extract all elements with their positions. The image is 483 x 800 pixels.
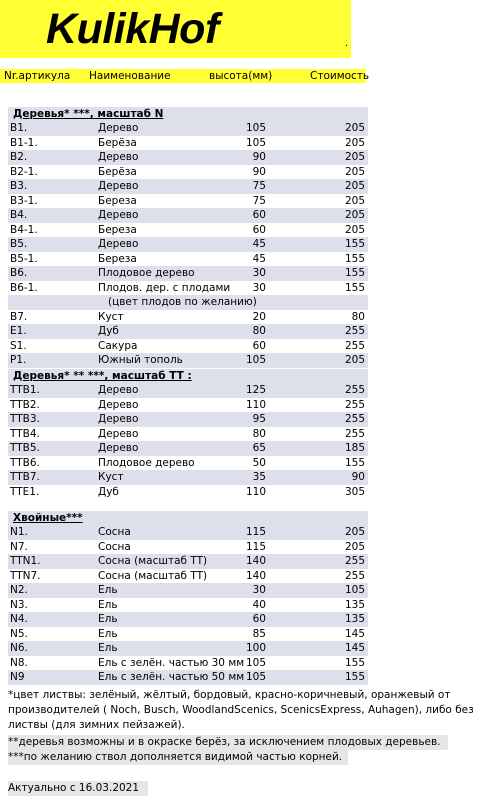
- table-row: [8, 554, 368, 569]
- product-name: Сосна: [98, 526, 131, 538]
- product-price: 205: [344, 122, 365, 134]
- product-name: Дуб: [98, 325, 119, 337]
- product-price: 105: [344, 584, 365, 596]
- table-row: [8, 339, 368, 354]
- article-code: B2-1.: [10, 165, 38, 178]
- note-birch: **деревья возможны и в окраске берёз, за исключением плодовых деревьев.: [8, 735, 448, 750]
- article-code: N9: [10, 671, 25, 683]
- table-row: [8, 598, 368, 613]
- product-name: Ель: [98, 613, 118, 625]
- product-height: 35: [252, 471, 266, 483]
- product-price: 135: [344, 598, 365, 611]
- product-height: 45: [252, 252, 266, 265]
- table-row: [8, 627, 368, 642]
- article-code: B1-1.: [10, 136, 38, 149]
- product-height: 105: [245, 354, 266, 366]
- product-height: 75: [252, 194, 266, 207]
- article-code: N7.: [10, 540, 28, 553]
- product-height: 110: [245, 485, 266, 498]
- table-row: [8, 237, 368, 252]
- article-code: B3-1.: [10, 194, 38, 207]
- article-code: N2.: [10, 584, 28, 596]
- product-height: 75: [252, 180, 266, 192]
- product-name: Южный тополь: [98, 354, 183, 366]
- table-row: [8, 485, 368, 500]
- product-height: 115: [245, 526, 266, 538]
- product-height: 60: [252, 613, 266, 625]
- table-row: [8, 641, 368, 656]
- product-price: 205: [344, 223, 365, 236]
- product-height: 80: [252, 427, 266, 440]
- article-code: N1.: [10, 526, 28, 538]
- article-code: B5.: [10, 238, 28, 250]
- table-row: [8, 525, 368, 540]
- article-code: TTB2.: [10, 398, 40, 411]
- product-price: 155: [344, 267, 365, 279]
- note-leaf-colors: *цвет листвы: зелёный, жёлтый, бордовый, красно-коричневый, оранжевый от производителей ( Noch, Busch, WoodlandScenics, ScenicsExpress, Auhagen), либо без листвы (для зимних пейзажей).: [8, 689, 474, 731]
- product-height: 95: [252, 413, 266, 425]
- note-roots: ***по желанию ствол дополняется видимой частью корней.: [8, 750, 348, 765]
- note-date: Актуально с 16.03.2021: [8, 781, 148, 796]
- product-price: 255: [344, 398, 365, 411]
- product-height: 45: [252, 238, 266, 250]
- product-price: 145: [344, 627, 365, 640]
- product-height: 50: [252, 456, 266, 469]
- product-name: Ель с зелён. частью 30 мм: [98, 656, 245, 669]
- product-height: 105: [245, 671, 266, 683]
- column-header-name: Наименование: [89, 70, 171, 82]
- article-code: B5-1.: [10, 252, 38, 265]
- table-row: [8, 353, 368, 368]
- product-name: Береза: [98, 223, 137, 236]
- table-row: [8, 194, 368, 209]
- article-code: TTE1.: [10, 485, 40, 498]
- product-height: 140: [245, 555, 266, 567]
- article-code: TTB1.: [10, 384, 40, 396]
- table-row: [8, 281, 368, 296]
- product-price: 205: [344, 136, 365, 149]
- column-header-code: Nr.артикула: [4, 70, 71, 82]
- table-row: [8, 324, 368, 339]
- product-name: Плодовое дерево: [98, 267, 195, 279]
- product-height: 105: [245, 136, 266, 149]
- product-height: 30: [252, 267, 266, 279]
- table-row: [8, 295, 368, 310]
- table-row: [8, 670, 368, 685]
- product-name: Дерево: [98, 427, 139, 440]
- product-price: 255: [344, 413, 365, 425]
- product-name: (цвет плодов по желанию): [108, 296, 257, 308]
- table-row: [8, 456, 368, 471]
- product-name: Берёза: [98, 165, 137, 178]
- product-price: 205: [344, 180, 365, 192]
- product-name: Плодовое дерево: [98, 456, 195, 469]
- product-price: 155: [344, 252, 365, 265]
- product-price: 155: [344, 281, 365, 294]
- product-height: 30: [252, 281, 266, 294]
- article-code: S1.: [10, 339, 27, 352]
- table-row: [8, 223, 368, 238]
- article-code: TTN1.: [10, 555, 41, 567]
- product-height: 140: [245, 569, 266, 582]
- product-height: 125: [245, 384, 266, 396]
- price-section: [8, 511, 368, 685]
- product-height: 60: [252, 223, 266, 236]
- article-code: P1.: [10, 354, 27, 366]
- section-title-bar: [8, 511, 368, 525]
- article-code: B6.: [10, 267, 28, 279]
- product-price: 155: [344, 456, 365, 469]
- product-price: 145: [344, 642, 365, 654]
- product-price: 255: [344, 555, 365, 567]
- product-price: 255: [344, 427, 365, 440]
- product-height: 40: [252, 598, 266, 611]
- product-name: Ель: [98, 627, 118, 640]
- product-height: 85: [252, 627, 266, 640]
- product-price: 205: [344, 526, 365, 538]
- table-row: [8, 136, 368, 151]
- product-price: 255: [344, 339, 365, 352]
- article-code: B1.: [10, 122, 28, 134]
- table-row: [8, 398, 368, 413]
- article-code: N5.: [10, 627, 28, 640]
- table-row: [8, 583, 368, 598]
- product-height: 115: [245, 540, 266, 553]
- table-row: [8, 165, 368, 180]
- table-row: [8, 540, 368, 555]
- product-price: 155: [344, 671, 365, 683]
- column-header-price: Стоимость: [310, 70, 370, 82]
- product-price: 205: [344, 540, 365, 553]
- article-code: N4.: [10, 613, 28, 625]
- product-price: 135: [344, 613, 365, 625]
- product-price: 205: [344, 354, 365, 366]
- product-name: Сосна (масштаб TT): [98, 555, 208, 567]
- article-code: N8.: [10, 656, 28, 669]
- column-header-height: высота(мм): [209, 70, 273, 82]
- table-row: [8, 252, 368, 267]
- banner-dot: .: [345, 38, 349, 49]
- product-name: Сосна (масштаб TT): [98, 569, 208, 582]
- table-row: [8, 150, 368, 165]
- article-code: E1.: [10, 325, 27, 337]
- product-name: Береза: [98, 194, 137, 207]
- product-name: Куст: [98, 471, 124, 483]
- brand-banner: [0, 0, 351, 58]
- product-name: Дуб: [98, 485, 119, 498]
- article-code: TTB6.: [10, 456, 40, 469]
- product-height: 30: [252, 584, 266, 596]
- article-code: B3.: [10, 180, 28, 192]
- product-price: 185: [344, 442, 365, 454]
- product-name: Плодов. дер. с плодами: [98, 281, 231, 294]
- table-row: [8, 208, 368, 223]
- product-height: 20: [252, 310, 266, 323]
- table-row: [8, 427, 368, 442]
- product-name: Ель: [98, 584, 118, 596]
- article-code: TTB5.: [10, 442, 40, 454]
- product-price: 155: [344, 238, 365, 250]
- table-row: [8, 612, 368, 627]
- article-code: TTN7.: [10, 569, 41, 582]
- price-section: [8, 369, 368, 499]
- article-code: N6.: [10, 642, 28, 654]
- product-height: 90: [252, 165, 266, 178]
- product-price: 155: [344, 656, 365, 669]
- product-name: Ель: [98, 642, 118, 654]
- product-height: 80: [252, 325, 266, 337]
- product-price: 255: [344, 569, 365, 582]
- product-price: 205: [344, 194, 365, 207]
- product-name: Сакура: [98, 339, 138, 352]
- table-row: [8, 569, 368, 584]
- product-name: Дерево: [98, 180, 139, 192]
- article-code: B7.: [10, 310, 28, 323]
- product-name: Берёза: [98, 136, 137, 149]
- product-height: 90: [252, 151, 266, 163]
- product-name: Дерево: [98, 442, 139, 454]
- product-name: Сосна: [98, 540, 131, 553]
- column-header-bar: [0, 69, 370, 83]
- section-title-bar: [8, 107, 368, 121]
- product-name: Ель с зелён. частью 50 мм: [98, 671, 245, 683]
- product-height: 105: [245, 656, 266, 669]
- table-row: [8, 266, 368, 281]
- article-code: B6-1.: [10, 281, 38, 294]
- brand-title: KulikHof: [46, 5, 219, 53]
- table-row: [8, 412, 368, 427]
- table-row: [8, 121, 368, 136]
- section-title: Хвойные***: [13, 512, 83, 524]
- product-height: 60: [252, 339, 266, 352]
- product-name: Дерево: [98, 151, 139, 163]
- product-name: Дерево: [98, 413, 139, 425]
- product-price: 90: [351, 471, 365, 483]
- table-row: [8, 310, 368, 325]
- product-height: 60: [252, 209, 266, 221]
- product-price: 255: [344, 384, 365, 396]
- article-code: TTB4.: [10, 427, 40, 440]
- product-price: 205: [344, 209, 365, 221]
- product-name: Дерево: [98, 209, 139, 221]
- product-price: 305: [344, 485, 365, 498]
- table-row: [8, 470, 368, 485]
- article-code: TTB3.: [10, 413, 40, 425]
- section-title: Деревья* ***, масштаб N: [13, 108, 164, 120]
- product-name: Дерево: [98, 398, 139, 411]
- product-price: 80: [351, 310, 365, 323]
- product-name: Дерево: [98, 384, 139, 396]
- price-section: [8, 107, 368, 368]
- article-code: TTB7.: [10, 471, 40, 483]
- article-code: B4.: [10, 209, 28, 221]
- table-row: [8, 383, 368, 398]
- product-name: Ель: [98, 598, 118, 611]
- article-code: N3.: [10, 598, 28, 611]
- article-code: B2.: [10, 151, 28, 163]
- product-height: 105: [245, 122, 266, 134]
- product-name: Куст: [98, 310, 124, 323]
- table-row: [8, 441, 368, 456]
- article-code: B4-1.: [10, 223, 38, 236]
- product-name: Дерево: [98, 238, 139, 250]
- section-title-bar: [8, 369, 368, 383]
- table-row: [8, 656, 368, 671]
- product-name: Береза: [98, 252, 137, 265]
- product-price: 205: [344, 165, 365, 178]
- product-price: 255: [344, 325, 365, 337]
- product-height: 110: [245, 398, 266, 411]
- section-title: Деревья* ** ***, масштаб TT :: [13, 370, 192, 382]
- product-name: Дерево: [98, 122, 139, 134]
- table-row: [8, 179, 368, 194]
- product-height: 100: [245, 642, 266, 654]
- product-price: 205: [344, 151, 365, 163]
- product-height: 65: [252, 442, 266, 454]
